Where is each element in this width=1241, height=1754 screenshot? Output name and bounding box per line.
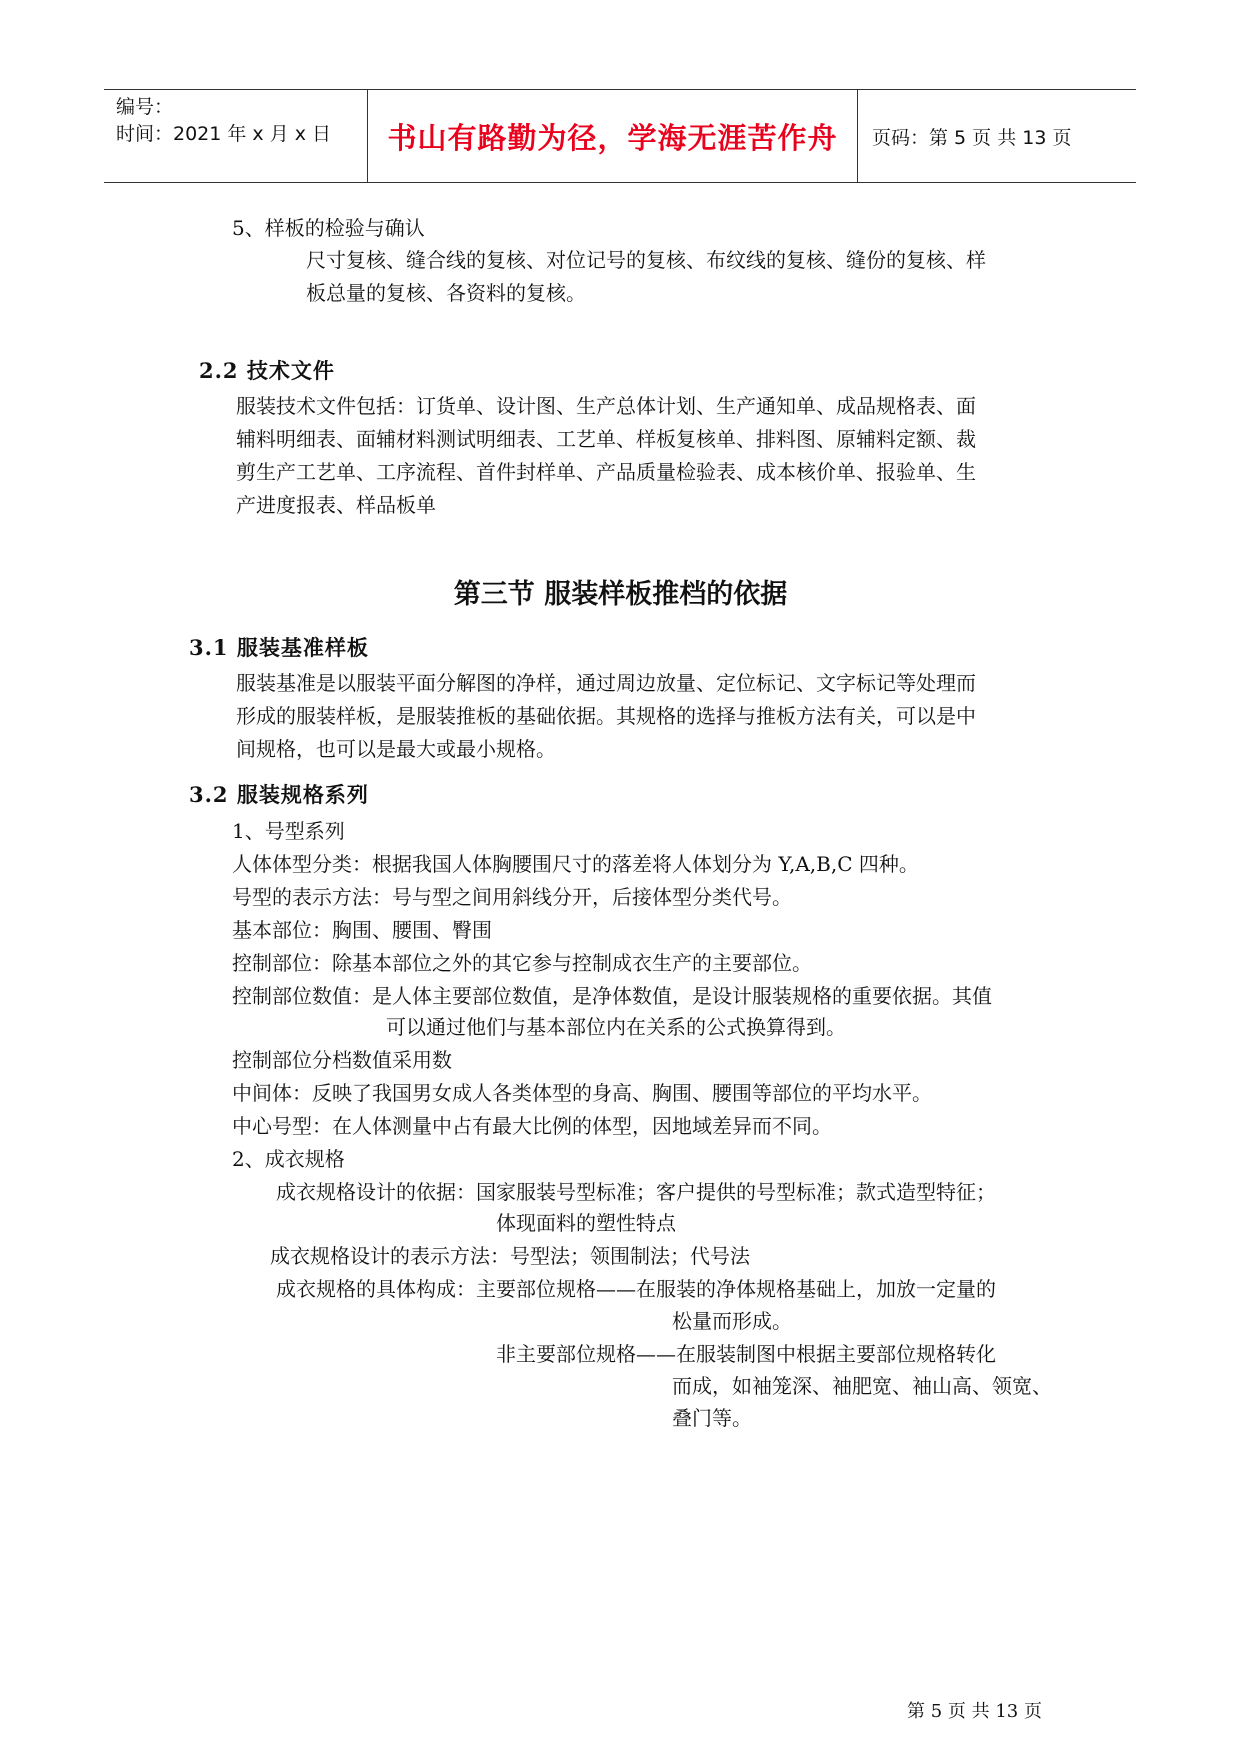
paragraph-line: 辅料明细表、面辅材料测试明细表、工艺单、样板复核单、排料图、原辅料定额、裁 bbox=[236, 427, 976, 451]
paragraph-line: 成衣规格设计的表示方法：号型法；领围制法；代号法 bbox=[270, 1244, 750, 1268]
item-1-title: 1、号型系列 bbox=[232, 819, 345, 843]
paragraph-line: 板总量的复核、各资料的复核。 bbox=[306, 281, 586, 305]
header-page-number: 页码：第 5 页 共 13 页 bbox=[872, 126, 1072, 149]
paragraph-line: 产进度报表、样品板单 bbox=[236, 493, 436, 517]
section-3-1-heading: 3.1 服装基准样板 bbox=[189, 635, 369, 660]
paragraph-line: 号型的表示方法：号与型之间用斜线分开，后接体型分类代号。 bbox=[232, 885, 792, 909]
section-3-2-heading: 3.2 服装规格系列 bbox=[189, 782, 369, 807]
chapter-title: 第三节 服装样板推档的依据 bbox=[453, 579, 788, 610]
header-divider bbox=[857, 90, 858, 182]
paragraph-line: 成衣规格的具体构成：主要部位规格——在服装的净体规格基础上，加放一定量的 bbox=[276, 1277, 996, 1301]
paragraph-line: 尺寸复核、缝合线的复核、对位记号的复核、布纹线的复核、缝份的复核、样 bbox=[306, 248, 986, 272]
paragraph-line: 服装基准是以服装平面分解图的净样，通过周边放量、定位标记、文字标记等处理而 bbox=[236, 671, 976, 695]
paragraph-line: 非主要部位规格——在服装制图中根据主要部位规格转化 bbox=[496, 1342, 996, 1366]
paragraph-line: 可以通过他们与基本部位内在关系的公式换算得到。 bbox=[386, 1015, 846, 1039]
time-label: 时间：2021 年 x 月 x 日 bbox=[116, 123, 332, 145]
paragraph-line: 基本部位：胸围、腰围、臀围 bbox=[232, 918, 492, 942]
paragraph-line: 中间体：反映了我国男女成人各类体型的身高、胸围、腰围等部位的平均水平。 bbox=[232, 1081, 932, 1105]
paragraph-line: 剪生产工艺单、工序流程、首件封样单、产品质量检验表、成本核价单、报验单、生 bbox=[236, 460, 976, 484]
section-2-2-heading: 2.2 技术文件 bbox=[199, 358, 335, 383]
page-header bbox=[104, 89, 1136, 183]
number-label: 编号： bbox=[116, 96, 174, 118]
paragraph-line: 松量而形成。 bbox=[672, 1309, 792, 1333]
paragraph-line: 体现面料的塑性特点 bbox=[496, 1211, 676, 1235]
paragraph-line: 形成的服装样板，是服装推板的基础依据。其规格的选择与推板方法有关，可以是中 bbox=[236, 704, 976, 728]
header-motto: 书山有路勤为径，学海无涯苦作舟 bbox=[387, 120, 838, 155]
paragraph-line: 间规格，也可以是最大或最小规格。 bbox=[236, 737, 556, 761]
paragraph-line: 成衣规格设计的依据：国家服装号型标准；客户提供的号型标准；款式造型特征； bbox=[276, 1180, 996, 1204]
item-2-title: 2、成衣规格 bbox=[232, 1147, 345, 1171]
paragraph-line: 中心号型：在人体测量中占有最大比例的体型，因地域差异而不同。 bbox=[232, 1114, 832, 1138]
paragraph-line: 控制部位：除基本部位之外的其它参与控制成衣生产的主要部位。 bbox=[232, 951, 812, 975]
page-footer: 第 5 页 共 13 页 bbox=[907, 1701, 1042, 1722]
header-meta bbox=[116, 94, 331, 148]
section-5-title: 5、样板的检验与确认 bbox=[232, 216, 425, 240]
paragraph-line: 控制部位数值：是人体主要部位数值，是净体数值，是设计服装规格的重要依据。其值 bbox=[232, 984, 992, 1008]
paragraph-line: 而成，如袖笼深、袖肥宽、袖山高、领宽、 bbox=[672, 1374, 1052, 1398]
paragraph-line: 叠门等。 bbox=[672, 1406, 752, 1430]
paragraph-line: 人体体型分类：根据我国人体胸腰围尺寸的落差将人体划分为 Y,A,B,C 四种。 bbox=[232, 852, 919, 876]
paragraph-line: 控制部位分档数值采用数 bbox=[232, 1048, 452, 1072]
paragraph-line: 服装技术文件包括：订货单、设计图、生产总体计划、生产通知单、成品规格表、面 bbox=[236, 394, 976, 418]
